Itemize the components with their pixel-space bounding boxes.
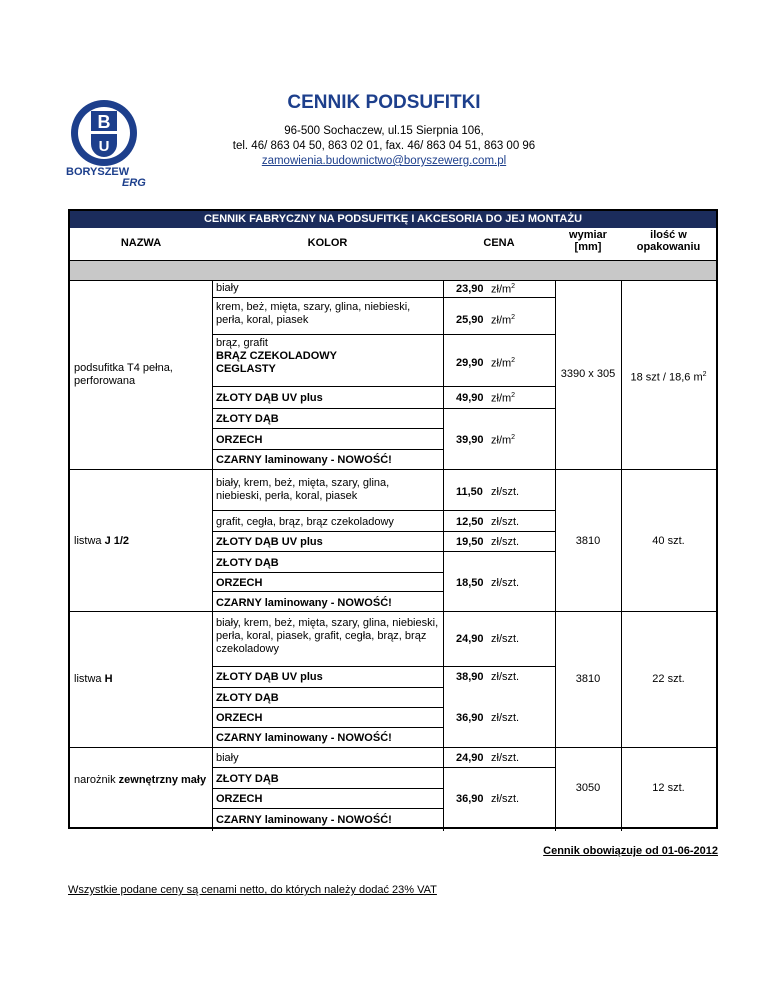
valid-from-note: Cennik obowiązuje od 01-06-2012 — [543, 845, 718, 857]
price-value: 24,90 — [456, 633, 484, 645]
svg-text:ERG: ERG — [122, 177, 146, 187]
price-value: 23,90 — [456, 283, 484, 295]
size-naroznik: 3050 — [575, 782, 601, 794]
price-value: 29,90 — [456, 357, 484, 369]
color-row: ORZECH — [216, 434, 263, 446]
color-row: ZŁOTY DĄB — [216, 692, 279, 704]
color-row: ORZECH — [216, 793, 263, 805]
price-value: 49,90 — [456, 392, 484, 404]
col-qty-header: ilość w opakowaniu — [636, 229, 701, 253]
qty-listwa-j: 40 szt. — [652, 535, 685, 547]
color-row: biały, krem, beż, mięta, szary, glina, niebieski, perła, koral, piasek — [216, 477, 390, 502]
price-unit: $zł/m^2$ — [491, 314, 516, 327]
header-separator — [70, 260, 716, 281]
color-row: CZARNY laminowany - NOWOŚĆ! — [216, 454, 392, 466]
price-value: 36,90 — [456, 712, 484, 724]
color-row: CZARNY laminowany - NOWOŚĆ! — [216, 732, 392, 744]
price-value: 39,90 — [456, 434, 484, 446]
size-listwa-h: 3810 — [575, 673, 601, 685]
price-unit: $zł/m^2$ — [491, 434, 516, 447]
color-row: ORZECH — [216, 577, 263, 589]
price-unit: zł/szt. — [491, 486, 520, 498]
price-unit: zł/szt. — [491, 577, 520, 589]
col-size-header: wymiar [mm] — [569, 229, 607, 253]
company-address: 96-500 Sochaczew, ul.15 Sierpnia 106, — [284, 125, 484, 137]
col-price-header: CENA — [483, 237, 515, 249]
size-podsufitka: 3390 x 305 — [560, 368, 616, 380]
color-row: ZŁOTY DĄB — [216, 413, 279, 425]
price-value: 11,50 — [456, 486, 483, 498]
color-row: CZARNY laminowany - NOWOŚĆ! — [216, 814, 392, 826]
price-value: 19,50 — [456, 536, 484, 548]
color-row: grafit, cegła, brąz, brąz czekoladowy — [216, 516, 394, 528]
price-value: 18,50 — [456, 577, 484, 589]
vat-note: Wszystkie podane ceny są cenami netto, do których należy dodać 23% VAT — [68, 884, 437, 896]
price-value: 24,90 — [456, 752, 484, 764]
price-unit: $zł/m^2$ — [491, 283, 516, 296]
price-unit: $zł/m^2$ — [491, 392, 516, 405]
page-title: CENNIK PODSUFITKI — [287, 92, 481, 113]
color-row: ZŁOTY DĄB UV plus — [216, 536, 323, 548]
color-row: biały — [216, 752, 239, 764]
color-row: ZŁOTY DĄB UV plus — [216, 671, 323, 683]
price-value: 12,50 — [456, 516, 484, 528]
size-listwa-j: 3810 — [575, 535, 601, 547]
color-row: biały, krem, beż, mięta, szary, glina, niebieski, perła, koral, piasek, grafit, cegła, brąz, brąz czekoladowy — [216, 617, 439, 655]
color-row: brąz, grafit BRĄZ CZEKOLADOWY CEGLASTY — [216, 337, 337, 375]
price-unit: $zł/m^2$ — [491, 357, 516, 370]
price-value: 25,90 — [456, 314, 484, 326]
price-table — [68, 209, 718, 829]
color-row: biały — [216, 282, 239, 294]
price-unit: zł/szt. — [491, 633, 520, 645]
svg-text:B: B — [97, 112, 111, 132]
qty-podsufitka: 18 szt / 18,6 $m^2$ — [630, 371, 707, 384]
price-unit: zł/szt. — [491, 712, 520, 724]
color-row: krem, beż, mięta, szary, glina, niebieski, perła, koral, piasek — [216, 301, 411, 326]
price-unit: zł/szt. — [491, 516, 520, 528]
price-unit: zł/szt. — [491, 536, 520, 548]
product-name-listwa-h: listwa H — [74, 673, 113, 685]
product-name-listwa-j: listwa J 1/2 — [74, 535, 130, 547]
product-name-podsufitka: podsufitka T4 pełna, perforowana — [74, 362, 173, 387]
color-row: ZŁOTY DĄB — [216, 773, 279, 785]
col-color-header: KOLOR — [307, 237, 348, 249]
product-name-naroznik: narożnik zewnętrzny mały — [74, 774, 207, 786]
price-value: 38,90 — [456, 671, 484, 683]
email-link[interactable]: zamowienia.budownictwo@boryszewerg.com.pl — [261, 155, 507, 167]
svg-text:BORYSZEW: BORYSZEW — [66, 166, 130, 178]
color-row: CZARNY laminowany - NOWOŚĆ! — [216, 597, 392, 609]
table-caption: CENNIK FABRYCZNY NA PODSUFITKĘ I AKCESORIA DO JEJ MONTAŻU — [70, 211, 716, 228]
qty-naroznik: 12 szt. — [652, 782, 685, 794]
color-row: ZŁOTY DĄB — [216, 557, 279, 569]
price-value: 36,90 — [456, 793, 484, 805]
company-phones: tel. 46/ 863 04 50, 863 02 01, fax. 46/ 863 04 51, 863 00 96 — [232, 140, 536, 152]
qty-listwa-h: 22 szt. — [652, 673, 685, 685]
color-row: ORZECH — [216, 712, 263, 724]
svg-text:U: U — [98, 138, 110, 155]
price-unit: zł/szt. — [491, 793, 520, 805]
color-row: ZŁOTY DĄB UV plus — [216, 392, 323, 404]
price-unit: zł/szt. — [491, 671, 520, 683]
price-unit: zł/szt. — [491, 752, 520, 764]
col-name-header: NAZWA — [120, 237, 162, 249]
